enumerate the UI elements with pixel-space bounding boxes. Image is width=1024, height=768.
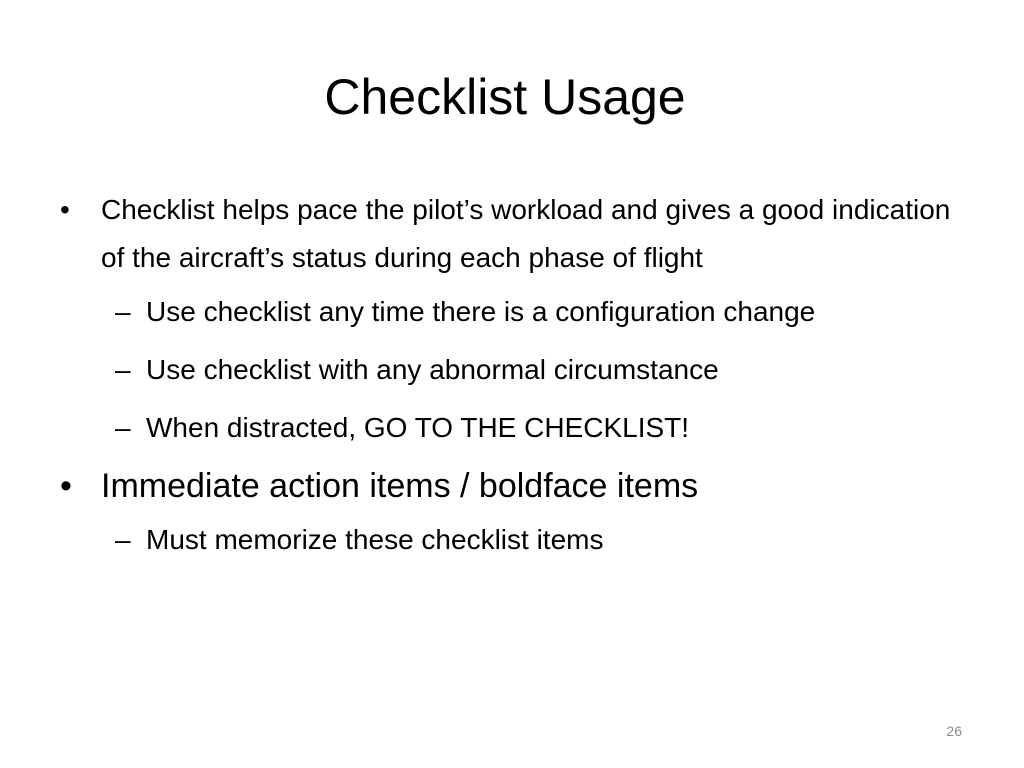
- sub-bullet-item: [60, 516, 970, 564]
- sub-bullet-item: [60, 346, 970, 394]
- bullet-item: [60, 186, 970, 282]
- sub-bullet-text: Use checklist any time there is a configuration change: [146, 296, 816, 327]
- sub-bullet-text: Must memorize these checklist items: [146, 524, 604, 555]
- sub-bullet-item: [60, 288, 970, 336]
- bullet-text: Checklist helps pace the pilot’s workload and gives a good indication of the aircraft’s status during each phase of flight: [101, 194, 951, 273]
- dash-marker: –: [115, 296, 131, 327]
- dash-marker: –: [115, 524, 131, 555]
- bullet-marker: •: [60, 194, 70, 225]
- slide-number: 26: [946, 723, 962, 739]
- bullet-list: [60, 186, 970, 574]
- dash-marker: –: [115, 354, 131, 385]
- sub-bullet-text: Use checklist with any abnormal circumstance: [146, 354, 719, 385]
- dash-marker: –: [115, 412, 131, 443]
- sub-bullet-item: [60, 404, 970, 452]
- bullet-item: [60, 462, 970, 510]
- bullet-marker: •: [60, 467, 72, 505]
- slide-title: Checklist Usage: [324, 69, 686, 125]
- bullet-text: Immediate action items / boldface items: [101, 467, 699, 505]
- sub-bullet-text: When distracted, GO TO THE CHECKLIST!: [146, 412, 690, 443]
